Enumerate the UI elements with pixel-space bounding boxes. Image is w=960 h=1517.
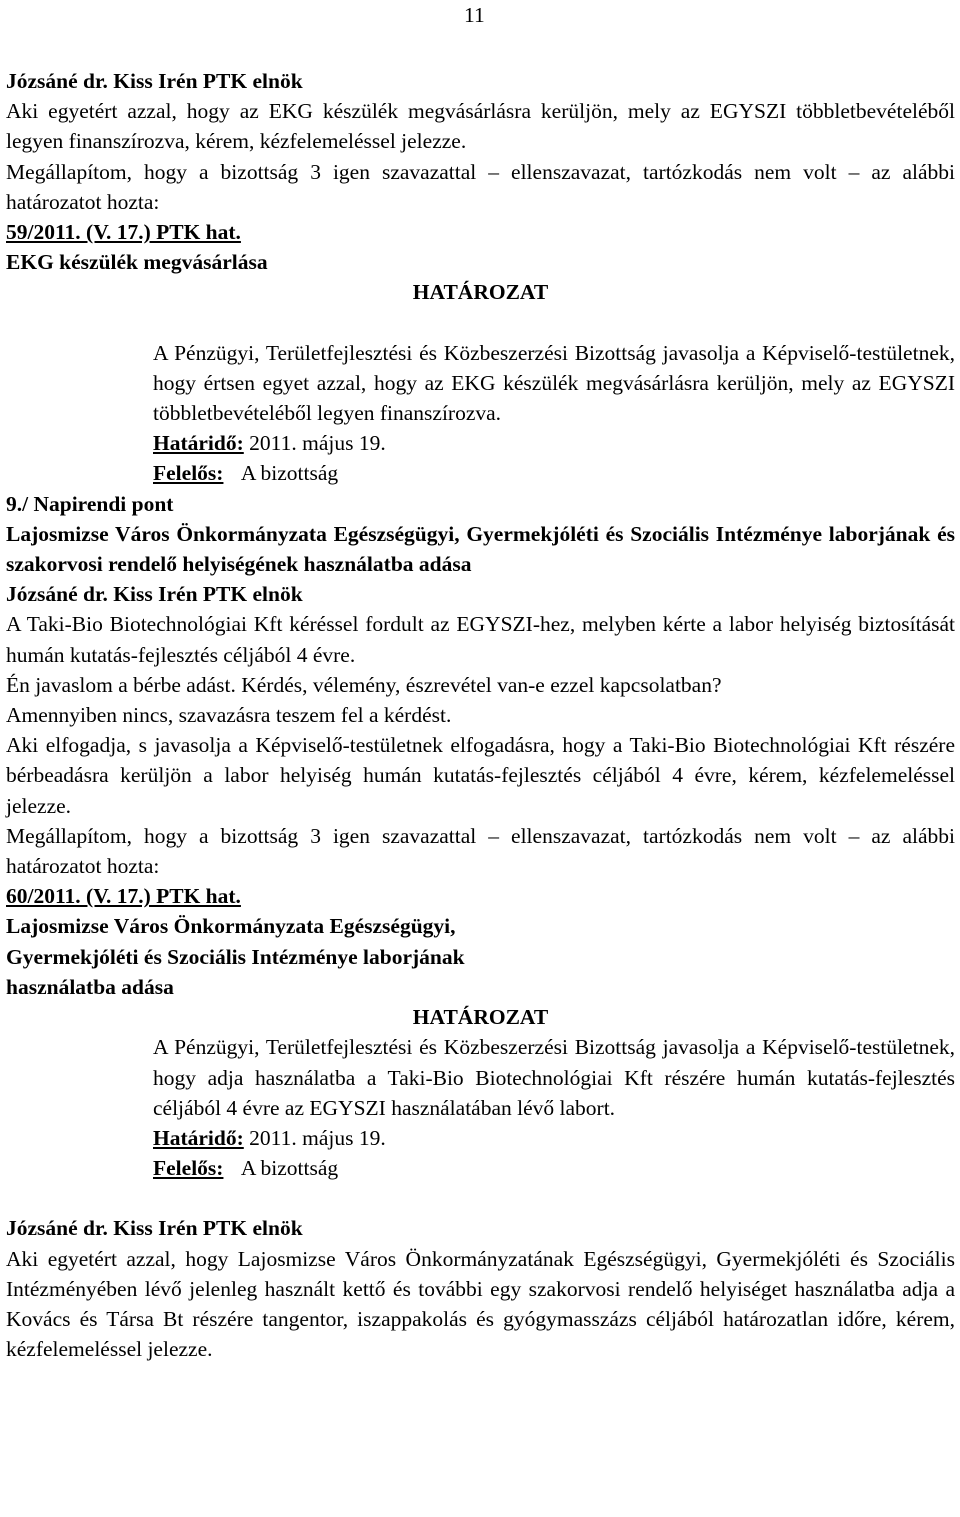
deadline-value: 2011. május 19. (249, 1125, 386, 1150)
resolution-subject-line: Gyermekjóléti és Szociális Intézménye laborjának (6, 944, 465, 969)
deadline-label: Határidő: (153, 1125, 244, 1150)
speaker-name: Józsáné dr. Kiss Irén PTK elnök (6, 582, 303, 607)
responsible-value: A bizottság (240, 1156, 339, 1181)
resolution-number: 59/2011. (V. 17.) PTK hat. (6, 220, 241, 245)
paragraph: Aki egyetért azzal, hogy Lajosmizse Város Önkormányzatának Egészségügyi, Gyermekjóléti és Szociális Intézményében lévő jelenleg használt kettő és további egy szakorvosi rendelő helyiséget használatba adja a Kovács és Társa Bt részére tangentor, iszappakolás és gyógymasszázs céljából határozatlan időre, kérem, kézfelemeléssel jelezze. (6, 1246, 955, 1362)
resolution-text: A Pénzügyi, Területfejlesztési és Közbeszerzési Bizottság javasolja a Képviselő-testületnek, hogy adja használatba a Taki-Bio Biotechnológiai Kft részére humán kutatás-fejlesztés céljából 4 évre az EGYSZI használatában lévő labort. (153, 1035, 955, 1120)
resolution-subject-line: használatba adása (6, 974, 174, 999)
responsible-line (153, 1153, 955, 1183)
spacer (6, 308, 955, 338)
document-body (6, 66, 955, 1364)
spacer (6, 1183, 955, 1213)
resolution-subject-line: Lajosmizse Város Önkormányzata Egészségügyi, (6, 914, 456, 939)
responsible-value: A bizottság (240, 461, 339, 486)
paragraph: Amennyiben nincs, szavazásra teszem fel a kérdést. (6, 703, 452, 728)
paragraph: Én javaslom a bérbe adást. Kérdés, vélemény, észrevétel van-e ezzel kapcsolatban? (6, 672, 722, 697)
resolution-text: A Pénzügyi, Területfejlesztési és Közbeszerzési Bizottság javasolja a Képviselő-testületnek, hogy értsen egyet azzal, hogy az EKG készülék megvásárlásra kerüljön, mely az EGYSZI többletbevételéből legyen finanszírozva. (153, 340, 955, 426)
page-number: 11 (464, 3, 485, 27)
deadline-line (153, 428, 955, 458)
paragraph: Megállapítom, hogy a bizottság 3 igen szavazattal – ellenszavazat, tartózkodás nem volt – az alábbi határozatot hozta: (6, 159, 955, 214)
responsible-label: Felelős: (153, 461, 224, 486)
paragraph: A Taki-Bio Biotechnológiai Kft kéréssel fordult az EGYSZI-hez, melyben kérte a labor helyiség biztosítását humán kutatás-fejlesztés céljából 4 évre. (6, 612, 955, 667)
resolution-body (6, 338, 955, 489)
resolution-number: 60/2011. (V. 17.) PTK hat. (6, 884, 241, 909)
resolution-heading: HATÁROZAT (412, 280, 549, 305)
responsible-label: Felelős: (153, 1156, 224, 1181)
deadline-value: 2011. május 19. (249, 431, 386, 456)
speaker-name: Józsáné dr. Kiss Irén PTK elnök (6, 69, 303, 93)
resolution-subject: EKG készülék megvásárlása (6, 250, 268, 275)
paragraph: Aki egyetért azzal, hogy az EKG készülék megvásárlásra kerüljön, mely az EGYSZI többletbevételéből legyen finanszírozva, kérem, kézfelemeléssel jelezze. (6, 99, 955, 154)
agenda-label: 9./ Napirendi pont (6, 491, 174, 516)
paragraph: Aki elfogadja, s javasolja a Képviselő-testületnek elfogadásra, hogy a Taki-Bio Biotechnológiai Kft részére bérbeadásra kerüljön a labor helyiség humán kutatás-fejlesztés céljából 4 évre, kérem, kézfelemeléssel jelezze. (6, 733, 955, 818)
resolution-heading: HATÁROZAT (412, 1005, 549, 1030)
deadline-line (153, 1123, 955, 1153)
deadline-label: Határidő: (153, 431, 244, 456)
paragraph: Megállapítom, hogy a bizottság 3 igen szavazattal – ellenszavazat, tartózkodás nem volt – az alábbi határozatot hozta: (6, 823, 955, 879)
responsible-line (153, 458, 955, 488)
agenda-title: Lajosmizse Város Önkormányzata Egészségügyi, Gyermekjóléti és Szociális Intézménye laborjának és szakorvosi rendelő helyiségének használatba adása (6, 521, 955, 577)
speaker-name: Józsáné dr. Kiss Irén PTK elnök (6, 1216, 303, 1241)
resolution-body (6, 1032, 955, 1183)
